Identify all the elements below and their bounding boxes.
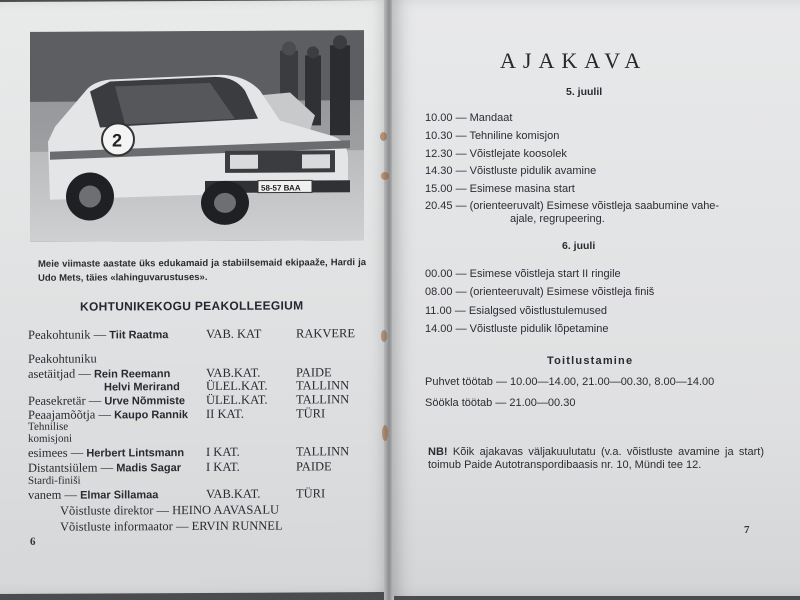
rust-stain — [380, 132, 387, 141]
committee-role-label: komisjoni — [28, 432, 73, 445]
catering-item: Söökla töötab — 21.00—00.30 — [425, 397, 576, 409]
committee-role-label: Stardi-finiši — [28, 474, 81, 487]
city-cell: TALLINN — [296, 444, 350, 459]
committee-row-deputy-2: Helvi Merirand — [104, 381, 180, 394]
nb-text: Kõik ajakavas väljakuulutatu (v.a. võistluste avamine ja start) toimub Paide Autotranspordibaasis nr. 10, Mündi tee 12. — [428, 446, 764, 471]
rally-car-photo — [30, 30, 364, 242]
committee-row-distance-chief: Distantsiülem — Madis Sagar — [28, 460, 182, 475]
category-cell: II KAT. — [206, 406, 244, 421]
rust-stain — [381, 330, 387, 342]
committee-role-label: Tehnilise — [28, 420, 69, 433]
schedule-item: 14.00 — Võistluste pidulik lõpetamine — [425, 323, 609, 335]
schedule-item: 15.00 — Esimese masina start — [425, 183, 575, 195]
photo-caption: Meie viimaste aastate üks edukamaid ja stabiilsemaid ekipaaže, Hardi ja Udo Mets, täies «lahinguvarustuses». — [38, 257, 366, 284]
committee-row-chief-judge: Peakohtunik — Tiit Raatma — [28, 327, 169, 342]
nb-label: NB! — [428, 446, 448, 458]
catering-item: Puhvet töötab — 10.00—14.00, 21.00—00.30, 8.00—14.00 — [425, 376, 715, 388]
schedule-item: 11.00 — Esialgsed võistlustulemused — [425, 305, 608, 317]
committee-title: KOHTUNIKEKOGU PEAKOLLEEGIUM — [80, 298, 304, 314]
city-cell: TALLINN — [296, 378, 350, 393]
city-cell: TÜRI — [296, 406, 326, 421]
schedule-item: 14.30 — Võistluste pidulik avamine — [425, 165, 597, 177]
catering-heading: Toitlustamine — [547, 355, 634, 367]
city-cell: PAIDE — [296, 459, 332, 474]
committee-row-deputies: asetäitjad — Rein Reemann — [28, 366, 171, 381]
category-cell: I KAT. — [206, 459, 240, 474]
rust-stain — [382, 425, 388, 441]
city-cell: RAKVERE — [296, 326, 356, 341]
schedule-item: 12.30 — Võistlejate koosolek — [425, 148, 567, 160]
city-cell: TALLINN — [296, 392, 350, 407]
committee-row-secretary: Peasekretär — Urve Nõmmiste — [28, 393, 186, 408]
schedule-item-continued: ajale, regrupeering. — [510, 213, 605, 225]
page-number-left: 6 — [30, 535, 36, 548]
day2-heading: 6. juuli — [562, 240, 596, 252]
car-number: 2 — [112, 130, 123, 151]
schedule-item: 10.30 — Tehniline komisjon — [425, 130, 560, 142]
rust-stain — [381, 172, 389, 180]
city-cell: PAIDE — [296, 365, 332, 380]
category-cell: ÜLEL.KAT. — [206, 378, 268, 393]
committee-role-label: Peakohtuniku — [28, 351, 97, 366]
category-cell: VAB. KAT — [206, 326, 262, 341]
schedule-item: 00.00 — Esimese võistleja start II ringile — [425, 268, 621, 280]
page-number-right: 7 — [744, 524, 750, 536]
committee-row-director: Võistluste direktor — HEINO AAVASALU — [60, 502, 279, 518]
day1-heading: 5. juulil — [566, 86, 603, 98]
schedule-item: 08.00 — (orienteeruvalt) Esimese võistleja finiš — [425, 286, 655, 298]
category-cell: VAB.KAT. — [206, 486, 261, 501]
category-cell: I KAT. — [206, 444, 240, 459]
category-cell: ÜLEL.KAT. — [206, 392, 268, 407]
schedule-item: 10.00 — Mandaat — [425, 112, 513, 124]
committee-row-timekeeper: Peaajamõõtja — Kaupo Rannik — [28, 407, 189, 422]
schedule-item: 20.45 — (orienteeruvalt) Esimese võistleja saabumine vahe- — [425, 200, 720, 212]
schedule-title: AJAKAVA — [500, 48, 648, 73]
nb-note — [428, 446, 764, 472]
committee-row-announcer: Võistluste informaator — ERVIN RUNNEL — [60, 518, 283, 534]
committee-row-start-finish: vanem — Elmar Sillamaa — [28, 487, 159, 502]
city-cell: TÜRI — [296, 486, 326, 501]
license-plate: 58-57 ВАА — [261, 183, 301, 193]
committee-row-tech-chair: esimees — Herbert Lintsmann — [28, 445, 185, 460]
category-cell: VAB.KAT. — [206, 365, 261, 380]
left-page — [0, 0, 388, 594]
rally-car-illustration — [30, 30, 364, 242]
